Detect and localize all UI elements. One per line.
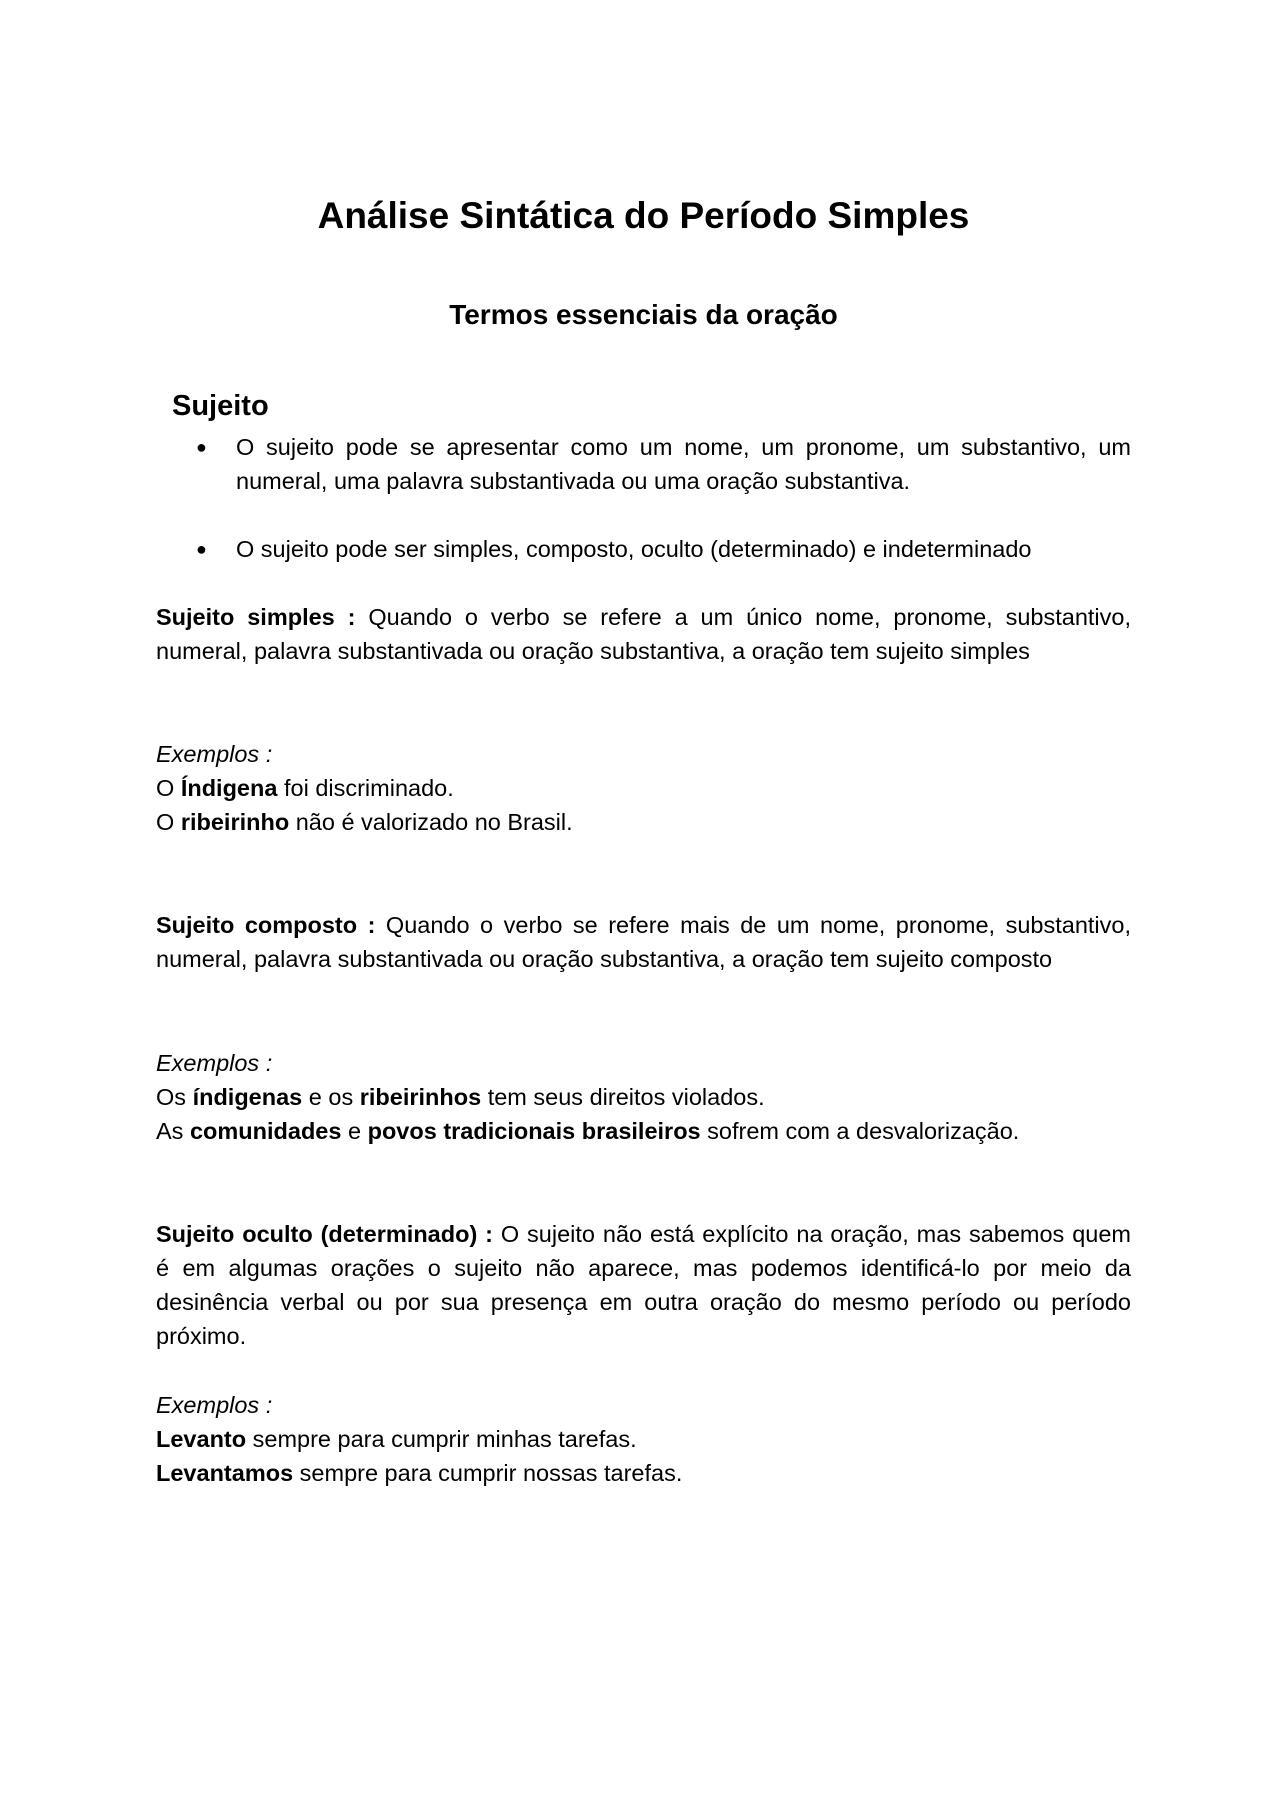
- example-line: Levanto sempre para cumprir minhas tarefas.: [156, 1426, 637, 1452]
- example-line: O ribeirinho não é valorizado no Brasil.: [156, 809, 573, 835]
- bullet-text: O sujeito pode ser simples, composto, oculto (determinado) e indeterminado: [236, 536, 1032, 562]
- bullet-dot-icon: ●: [196, 437, 207, 457]
- definition-text: O sujeito não está explícito na oração, mas sabemos quem é em algumas orações o sujeito não aparece, mas podemos identificá-lo por meio da desinência verbal ou por sua presença em outra oração do mesmo período ou período próximo.: [156, 1221, 1131, 1349]
- definition-sujeito-composto: [156, 908, 1131, 976]
- section-heading-sujeito: Sujeito: [172, 390, 269, 422]
- example-line: As comunidades e povos tradicionais brasileiros sofrem com a desvalorização.: [156, 1118, 1020, 1144]
- example-line: Os índigenas e os ribeirinhos tem seus direitos violados.: [156, 1084, 765, 1110]
- definition-sujeito-oculto: [156, 1217, 1131, 1353]
- bullet-text: O sujeito pode se apresentar como um nome, um pronome, um substantivo, um numeral, uma palavra substantivada ou uma oração substantiva.: [236, 434, 1131, 494]
- document-subtitle: Termos essenciais da oração: [449, 299, 838, 330]
- document-title: Análise Sintática do Período Simples: [317, 195, 970, 236]
- definition-text: Quando o verbo se refere a um único nome, pronome, substantivo, numeral, palavra substantivada ou oração substantiva, a oração tem sujeito simples: [156, 604, 1131, 664]
- examples-label: Exemplos :: [156, 1392, 273, 1418]
- bullet-item: [196, 430, 1131, 498]
- definition-text: Quando o verbo se refere mais de um nome, pronome, substantivo, numeral, palavra substantivada ou oração substantiva, a oração tem sujeito composto: [156, 912, 1131, 972]
- definition-sujeito-simples: [156, 600, 1131, 668]
- example-line: Levantamos sempre para cumprir nossas tarefas.: [156, 1460, 683, 1486]
- examples-label: Exemplos :: [156, 1050, 273, 1076]
- term-label: Sujeito simples :: [156, 604, 356, 630]
- term-label: Sujeito composto :: [156, 912, 376, 938]
- example-line: O Índigena foi discriminado.: [156, 775, 454, 801]
- bullet-item: [196, 532, 1131, 566]
- bullet-dot-icon: ●: [196, 539, 207, 559]
- term-label: Sujeito oculto (determinado) :: [156, 1221, 493, 1247]
- examples-label: Exemplos :: [156, 741, 273, 767]
